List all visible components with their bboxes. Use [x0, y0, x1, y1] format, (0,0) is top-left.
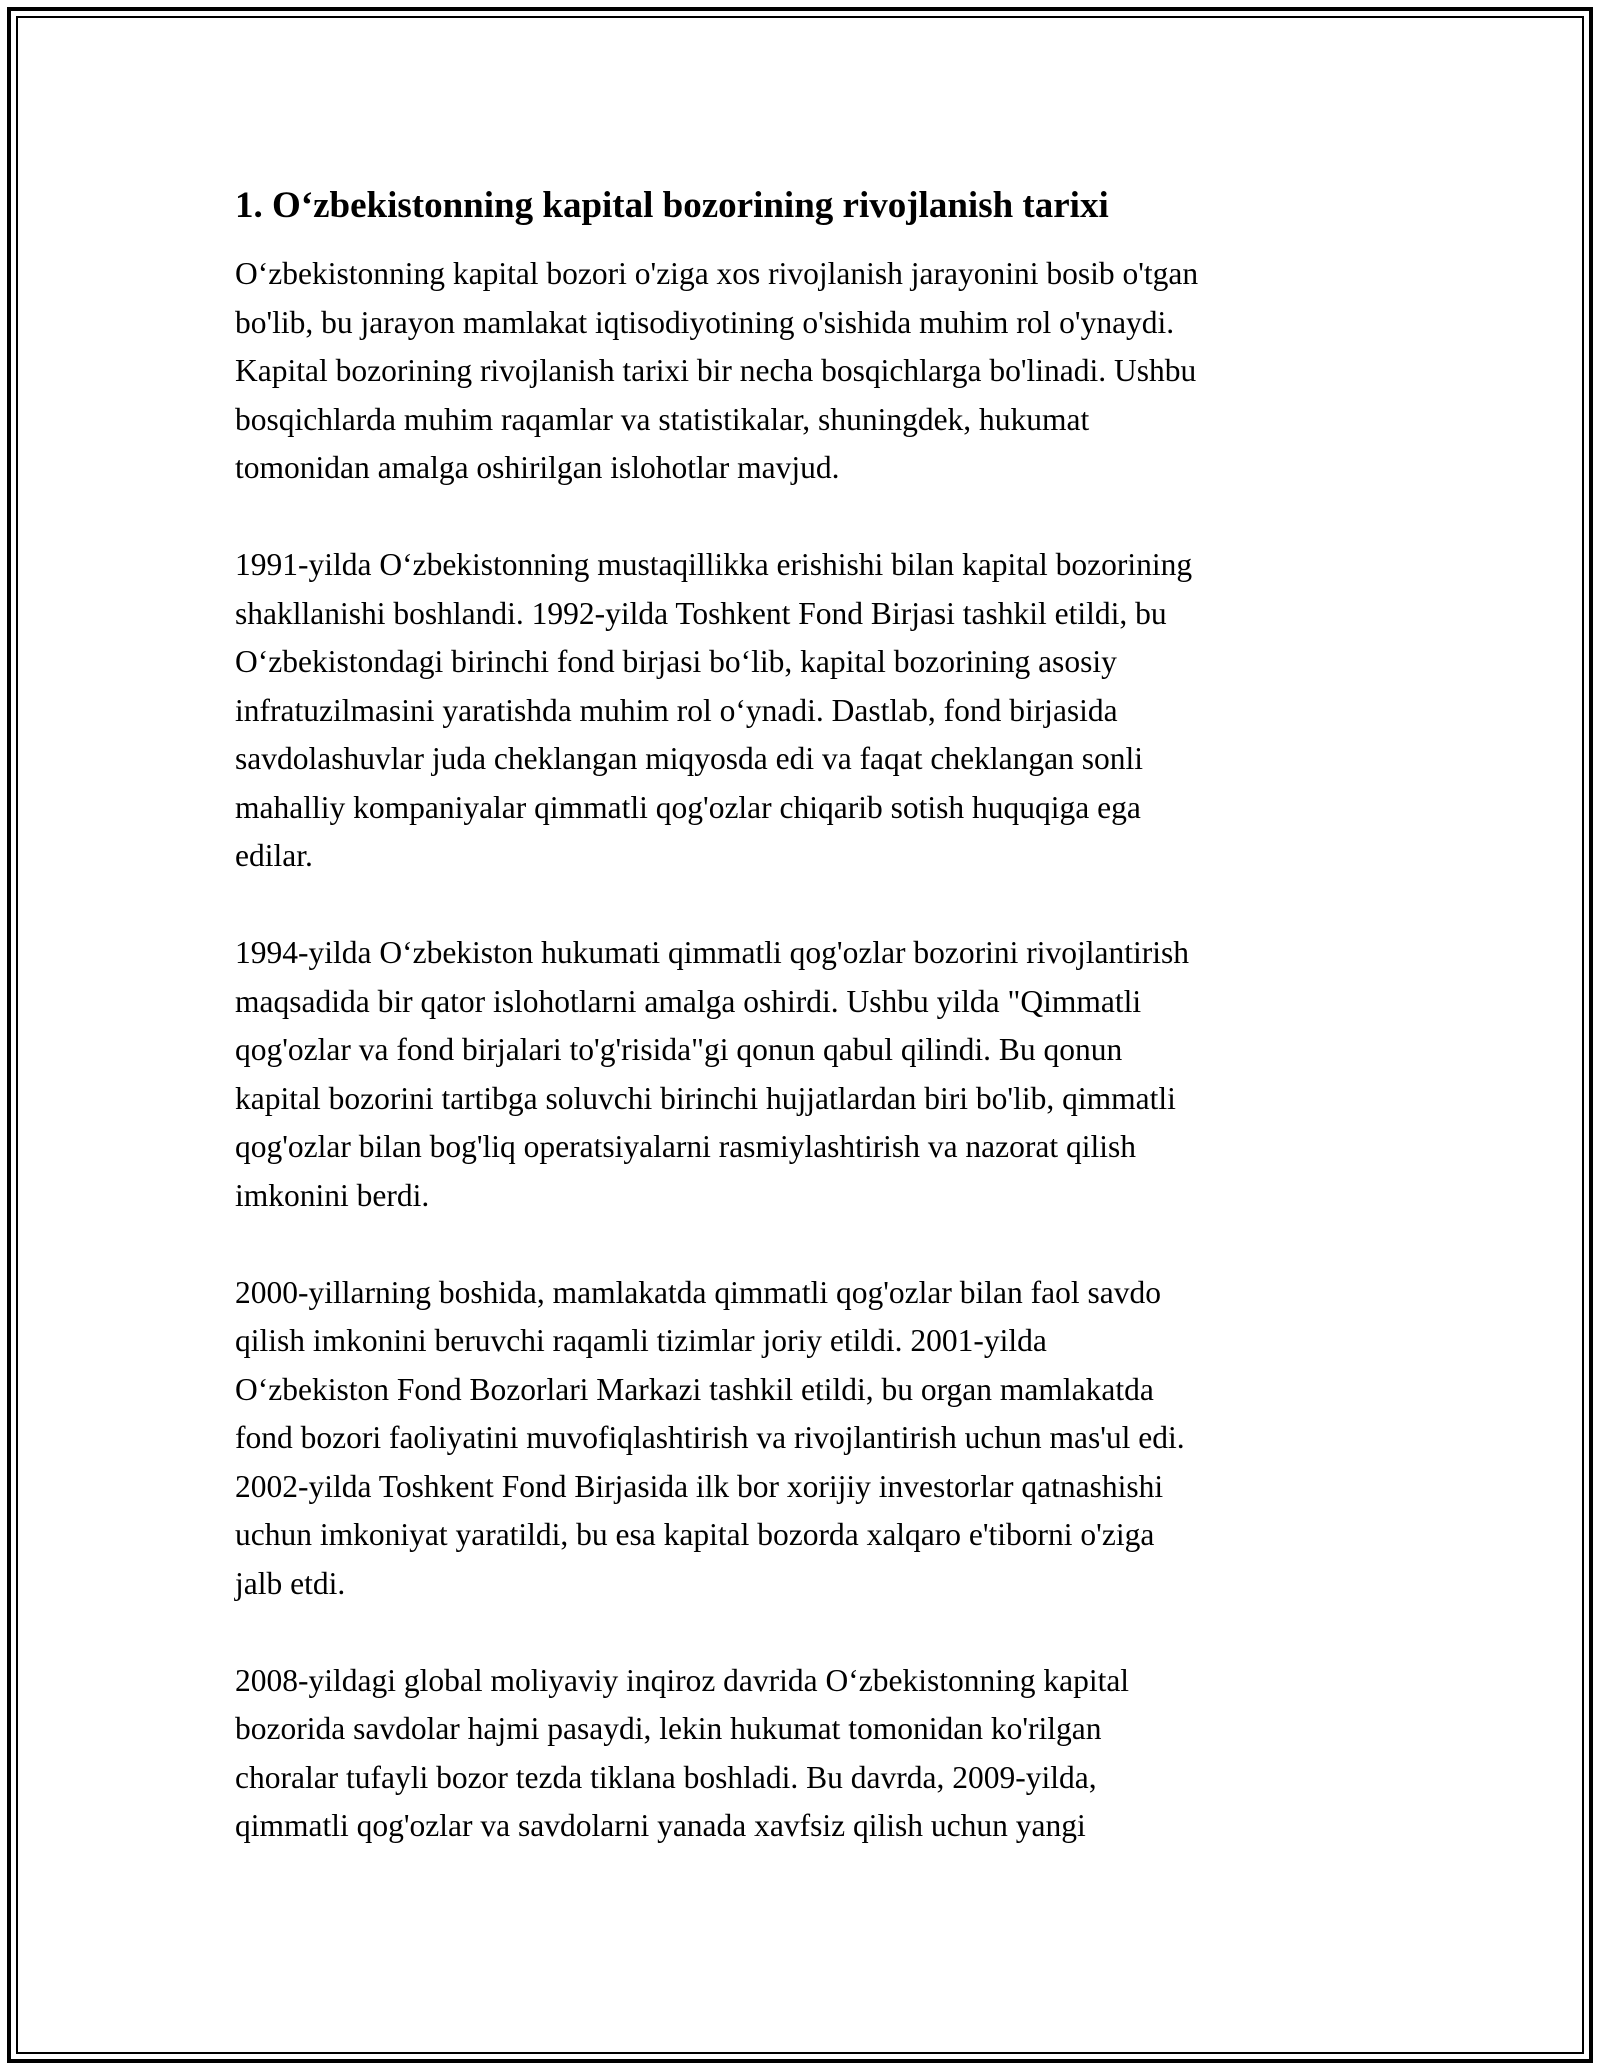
paragraph-2000s: 2000-yillarning boshida, mamlakatda qimmatli qog'ozlar bilan faol savdo qilish imkonini beruvchi raqamli tizimlar joriy etildi. 2001-yilda O‘zbekiston Fond Bozorlari Markazi tashkil etildi, bu organ mamlakatda fond bozori faoliyatini muvofiqlashtirish va rivojlantirish uchun mas'ul edi. 2002-yilda Toshkent Fond Birjasida ilk bor xorijiy investorlar qatnashishi uchun imkoniyat yaratildi, bu esa kapital bozorda xalqaro e'tiborni o'ziga jalb etdi. [235, 1274, 1185, 1601]
paragraph-intro: O‘zbekistonning kapital bozori o'ziga xos rivojlanish jarayonini bosib o'tgan bo'lib, bu jarayon mamlakat iqtisodiyotining o'sishida muhim rol o'ynaydi. Kapital bozorining rivojlanish tarixi bir necha bosqichlarga bo'linadi. Ushbu bosqichlarda muhim raqamlar va statistikalar, shuningdek, hukumat tomonidan amalga oshirilgan islohotlar mavjud. [235, 256, 1199, 485]
document-body [235, 182, 1365, 1899]
paragraph-2008: 2008-yildagi global moliyaviy inqiroz davrida O‘zbekistonning kapital bozorida savdolar hajmi pasaydi, lekin hukumat tomonidan ko'rilgan choralar tufayli bozor tezda tiklana boshladi. Bu davrda, 2009-yilda, qimmatli qog'ozlar va savdolarni yanada xavfsiz qilish uchun yangi [235, 1662, 1130, 1843]
paragraph-1994: 1994-yilda O‘zbekiston hukumati qimmatli qog'ozlar bozorini rivojlantirish maqsadida bir qator islohotlarni amalga oshirdi. Ushbu yilda "Qimmatli qog'ozlar va fond birjalari to'g'risida"gi qonun qabul qilindi. Bu qonun kapital bozorini tartibga soluvchi birinchi hujjatlardan biri bo'lib, qimmatli qog'ozlar bilan bog'liq operatsiyalarni rasmiylashtirish va nazorat qilish imkonini berdi. [235, 935, 1189, 1213]
section-heading: 1. O‘zbekistonning kapital bozorining rivojlanish tarixi [235, 185, 1109, 226]
paragraph-1991: 1991-yilda O‘zbekistonning mustaqillikka erishishi bilan kapital bozorining shakllanishi boshlandi. 1992-yilda Toshkent Fond Birjasi tashkil etildi, bu O‘zbekistondagi birinchi fond birjasi bo‘lib, kapital bozorining asosiy infratuzilmasini yaratishda muhim rol o‘ynadi. Dastlab, fond birjasida savdolashuvlar juda cheklangan miqyosda edi va faqat cheklangan sonli mahalliy kompaniyalar qimmatli qog'ozlar chiqarib sotish huquqiga ega edilar. [235, 547, 1193, 873]
